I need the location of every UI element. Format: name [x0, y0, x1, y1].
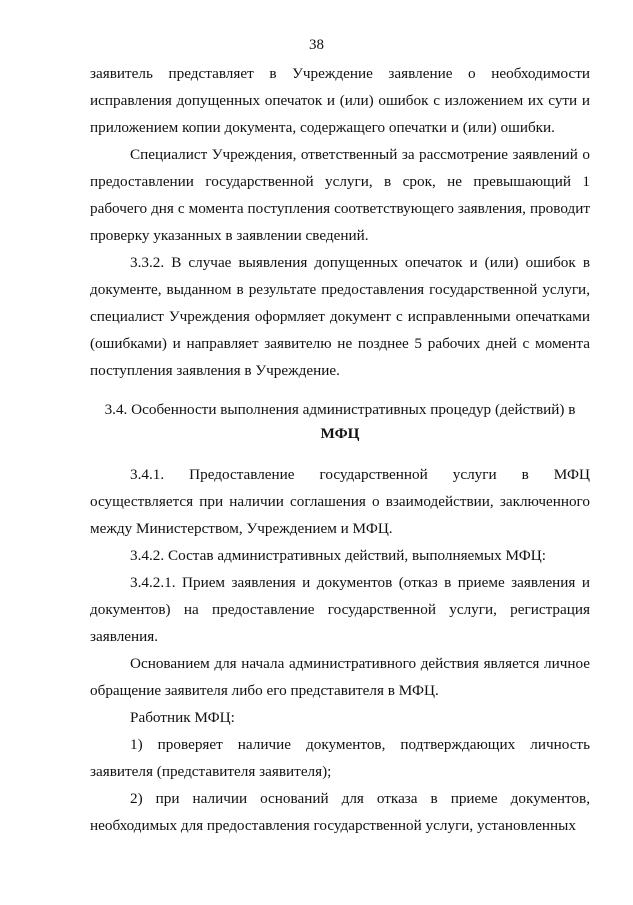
section-heading-block [90, 398, 590, 446]
paragraph-item-2: 2) при наличии оснований для отказа в приеме документов, необходимых для предоставления государственной услуги, установленных [90, 790, 590, 834]
text-block-bottom [90, 461, 590, 839]
paragraph-3-4-2-1: 3.4.2.1. Прием заявления и документов (отказ в приеме заявления и документов) на предоставление государственной услуги, регистрация заявления. [90, 574, 590, 645]
paragraph-worker: Работник МФЦ: [130, 709, 235, 726]
section-heading-line-1: 3.4. Особенности выполнения административных процедур (действий) в [104, 401, 576, 418]
paragraph-3-4-2: 3.4.2. Состав административных действий, выполняемых МФЦ: [130, 547, 546, 564]
section-heading-line-2: МФЦ [320, 425, 360, 442]
paragraph-continuation: заявитель представляет в Учреждение заявление о необходимости исправления допущенных опечаток и (или) ошибок с изложением их сути и приложением копии документа, содержащего опечатки и (или) ошибки. [90, 65, 590, 136]
paragraph-3-3-2: 3.3.2. В случае выявления допущенных опечаток и (или) ошибок в документе, выданном в результате предоставления государственной услуги, специалист Учреждения оформляет документ с исправленными опечатками (ошибками) и направляет заявителю не позднее 5 рабочих дней с момента поступления заявления в Учреждение. [90, 254, 590, 379]
page-number: 38 [309, 37, 324, 53]
text-block-top [90, 60, 590, 384]
paragraph-item-1: 1) проверяет наличие документов, подтверждающих личность заявителя (представителя заявителя); [90, 736, 590, 780]
paragraph-basis: Основанием для начала административного действия является личное обращение заявителя либо его представителя в МФЦ. [90, 655, 590, 699]
paragraph-3-4-1: 3.4.1. Предоставление государственной услуги в МФЦ осуществляется при наличии соглашения о взаимодействии, заключенного между Министерством, Учреждением и МФЦ. [90, 466, 590, 537]
paragraph-specialist-check: Специалист Учреждения, ответственный за рассмотрение заявлений о предоставлении государственной услуги, в срок, не превышающий 1 рабочего дня с момента поступления соответствующего заявления, проводит проверку указанных в заявлении сведений. [90, 146, 590, 244]
